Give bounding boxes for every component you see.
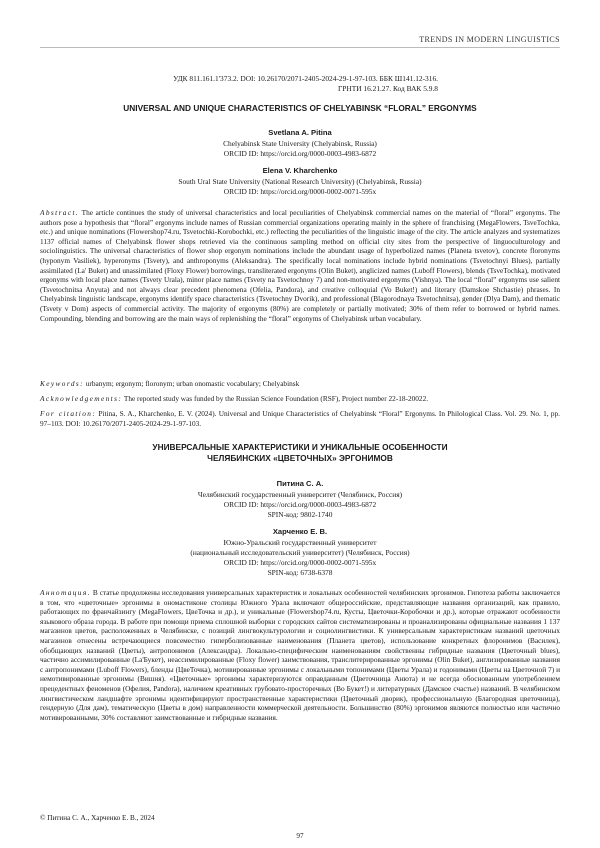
copyright-notice: © Питина С. А., Харченко Е. В., 2024 [40,814,155,822]
ru-author1-spin: SPIN-код: 9802-1740 [267,510,333,519]
keywords-label: Keywords: [40,379,84,388]
en-keywords [40,379,560,389]
ru-author2-spin: SPIN-код: 6738-6378 [267,568,333,577]
header-rule [40,47,560,48]
ru-author1-affiliation: Челябинский государственный университет (Челябинск, Россия) [197,490,403,499]
en-citation [40,409,560,428]
en-author2-affiliation: South Ural State University (National Research University) (Chelyabinsk, Russia) [178,177,422,186]
ru-author2-affiliation1: Южно-Уральский государственный университет [223,538,377,547]
ru-author2-affiliation2: (национальный исследовательский университет) (Челябинск, Россия) [190,548,410,557]
en-title: UNIVERSAL AND UNIQUE CHARACTERISTICS OF CHELYABINSK “FLORAL” ERGONYMS [123,103,477,113]
en-acknowledgements [40,394,560,404]
en-author2-name: Elena V. Kharchenko [262,166,338,175]
en-abstract [40,208,560,323]
ru-author2-orcid: ORCID ID: https://orcid.org/0000-0002-0071-595x [223,558,377,567]
grnti-line: ГРНТИ 16.21.27. Код ВАК 5.9.8 [338,84,438,93]
en-author1-orcid: ORCID ID: https://orcid.org/0000-0003-4983-6872 [223,149,377,158]
abstract-text: The article continues the study of universal characteristics and local peculiarities of Chelyabinsk commercial names on the material of “floral” ergonyms. The authors pose a hypothesis that “floral” ergonyms include names of Russian commercial organizations operating mainly in the sphere of franchising (MegaFlowers, TsveTochka, etc.) and unique nominations (Flowershop74.ru, Tsvetochki-Korobochki, etc.) reflecting the peculiarities of the linguistic image of the city. The article analyzes and systematizes 1137 official names of Chelyabinsk flower shops retrieved via the continuous sampling method on official city sites from the perspective of linguoculturology and sociolinguistics. The universal characteristics of flower shop ergonym nominations include the abundant usage of hyperbolized names (Planeta tsvetov), concrete floronyms (hyponym Vasiliek), hyperonyms (Tsvety), and anthroponyms (Aleksandra). The specifically local nominations include hybrid nominations (Tsvetochnyi Blues), partially assimilated (La' Buket) and unassimilated (Floxy Flower) borrowings, transliterated ergonyms (Olin Buket), anglicized names (Luboff Flowers), blends (TsveTochka), motivated ergonyms with local place names (Tsvety Urala), minor place names (Tsvety na Tsvetochnoy 7) and non-motivated ergonyms (Vishnya). The local “floral” ergonyms use salient (Tsvetochnitsa Anyuta) and not always clear precedent phenomena (Ofelia, Pandora), and creative colloquial (Vo Buket!) and literary (Damskoe Shchastie) phrases. In Chelyabinsk linguistic landscape, ergonyms identify space characteristics (Tsvetochny Dvorik), and professional (Blagorodnaya Tsvetochnitsa), gender (Dlya Dam), and thematic (Tsvety v Dom) aspects of commercial activity. The majority of ergonyms (80%) are completely or partially motivated; 30% of them refer to borrowed or hybrid names. Compounding, blending and borrowing are the main ways of replenishing the “floral” ergonyms of Chelyabinsk urban vocabulary. [40,208,561,323]
ru-annotation [40,588,560,722]
keywords-text: urbanym; ergonym; floronym; urban onomastic vocabulary; Chelyabinsk [85,379,300,388]
page-number: 97 [296,832,304,840]
en-author1-name: Svetlana A. Pitina [268,128,332,137]
ru-author1-name: Питина С. А. [276,479,324,488]
abstract-label: Abstract. [40,208,80,217]
ru-author2-name: Харченко Е. В. [272,527,328,536]
ru-title-line1: УНИВЕРСАЛЬНЫЕ ХАРАКТЕРИСТИКИ И УНИКАЛЬНЫЕ ОСОБЕННОСТИ [152,442,448,452]
citation-label: For citation: [40,409,97,418]
ack-label: Acknowledgements: [40,394,123,403]
ru-title-line2: ЧЕЛЯБИНСКИХ «ЦВЕТОЧНЫХ» ЭРГОНИМОВ [207,453,393,463]
citation-text: Pitina, S. A., Kharchenko, E. V. (2024). Universal and Unique Characteristics of Chelyabinsk “Floral” Ergonyms. In Philological Class. Vol. 29. No. 1, pp. 97–103. DOI: 10.26170/2071-2405-2024-29-1-97-103. [40,409,560,428]
annotation-label: Аннотация. [40,588,91,597]
annotation-text: В статье продолжены исследования универсальных характеристик и локальных особенностей челябинских эргонимов. Гипотеза работы заключается в том, что «цветочные» эргонимы в ономастиконе столицы Южного Урала включают общероссийские, представляющие названия организаций, как правило, работающих по франчайзингу (MegaFlowers, ЦвеТочка и др.), и уникальные (Flowershop74.ru, Кусты, Цветочки-Коробочки и др.), которые отражают особенности языкового образа города. В работе при помощи приема сплошной выборки с городских сайтов систематизированы и проанализированы официальные названия 1 137 магазинов цветов, расположенных в Челябинске, с позиций лингвокультурологии и социолингвистики. К универсальным характеристикам названий цветочных магазинов отнесены встречающиеся повсеместно гиперболизованные наименования (Планета цветов), использование конкретных флоронимов (Василек), обобщающих названий (Цветы), антропонимов (Александра). Локально-специфическим наименованиям свойственны гибридные названия (Цветочный blues), частично ассимилированные (La'Букет), неассимилированные (Floxy flower) заимствования, транслитерированные эргонимы (Olin Buket), англизированные названия с антропонимами (Luboff Flowers), бленды (ЦвеТочка), мотивированные эргонимы с локальными топонимами (Цветы Урала) и годонимами (Цветы на Цветочной 7) и немотивированные эргонимы (Вишня). «Цветочные» эргонимы характеризуются оправданным (Цветочница Анюта) и не всегда обоснованным употреблением прецедентных феноменов (Офелия, Pandora), наличием креативных грубовато-просторечных (Во Букет!) и литературных (Дамское счастье) названий. В челябинском лингвистическом ландшафте эргонимы идентифицируют пространственные характеристики (Цветочный дворик), профессиональную (Благородная цветочница), гендерную (Для дам), тематическую (Цветы в дом) направленности коммерческой деятельности. Большинство (80%) эргонимов являются полностью или частично мотивированными, 30% составляют заимствованные и гибридные названия. [40,588,561,722]
running-head: TRENDS IN MODERN LINGUISTICS [419,35,560,44]
udc-doi-line: УДК 811.161.1'373.2. DOI: 10.26170/2071-2405-2024-29-1-97-103. ББК Ш141.12-316. [173,74,438,83]
en-author2-orcid: ORCID ID: https://orcid.org/0000-0002-0071-595x [223,187,377,196]
ack-text: The reported study was funded by the Russian Science Foundation (RSF), Project number 22-18-20022. [123,394,429,403]
en-author1-affiliation: Chelyabinsk State University (Chelyabinsk, Russia) [223,139,377,148]
ru-author1-orcid: ORCID ID: https://orcid.org/0000-0003-4983-6872 [223,500,377,509]
